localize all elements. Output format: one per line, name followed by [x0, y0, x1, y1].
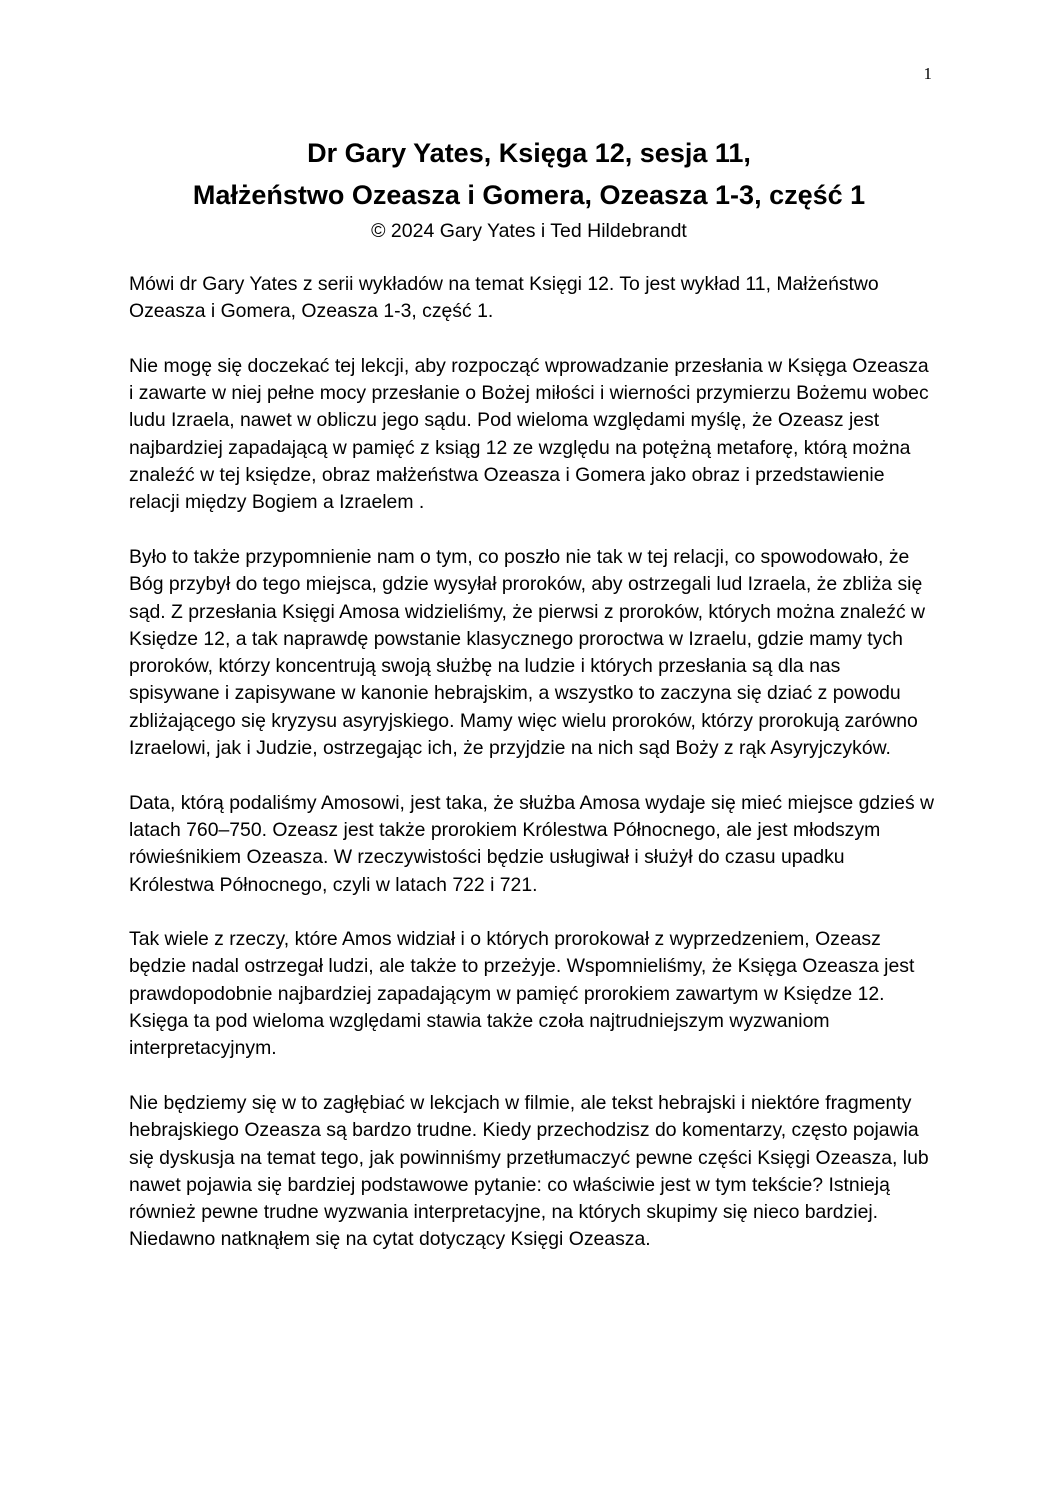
document-title-line-1: Dr Gary Yates, Księga 12, sesja 11,: [307, 138, 751, 168]
paragraph-2: Nie mogę się doczekać tej lekcji, aby rozpocząć wprowadzanie przesłania w Księga Ozeasza i zawarte w niej pełne mocy przesłanie o Bożej miłości i wierności przymierzu Bożemu wobec ludu Izraela, nawet w obliczu jego sądu. Pod wieloma względami myślę, że Ozeasz jest najbardziej zapadającą w pamięć z ksiąg 12 ze względu na potężną metaforę, którą można znaleźć w tej księdze, obraz małżeństwa Ozeasza i Gomera jako obraz i przedstawienie relacji między Bogiem a Izraelem .: [129, 354, 929, 514]
copyright-notice: © 2024 Gary Yates i Ted Hildebrandt: [371, 220, 687, 242]
document-title-line-2: Małżeństwo Ozeasza i Gomera, Ozeasza 1-3, część 1: [192, 180, 866, 210]
document-body: [129, 271, 935, 1281]
page-number: 1: [923, 64, 932, 83]
document-header: [0, 132, 1058, 246]
paragraph-1: Mówi dr Gary Yates z serii wykładów na temat Księgi 12. To jest wykład 11, Małżeństwo Ozeasza i Gomera, Ozeasza 1-3, część 1.: [129, 273, 879, 323]
paragraph-3: Było to także przypomnienie nam o tym, co poszło nie tak w tej relacji, co spowodowało, że Bóg przybył do tego miejsca, gdzie wysyłał proroków, aby ostrzegali lud Izraela, że zbliża się sąd. Z przesłania Księgi Amosa widzieliśmy, że pierwsi z proroków, których można znaleźć w Księdze 12, a tak naprawdę powstanie klasycznego proroctwa w Izraelu, gdzie mamy tych proroków, którzy koncentrują swoją służbę na ludzie i których przesłania są dla nas spisywane i zapisywane w kanonie hebrajskim, a wszystko to zaczyna się dziać z powodu zbliżającego się kryzysu asyryjskiego. Mamy więc wielu proroków, którzy prorokują zarówno Izraelowi, jak i Judzie, ostrzegając ich, że przyjdzie na nich sąd Boży z rąk Asyryjczyków.: [129, 545, 926, 760]
paragraph-4: Data, którą podaliśmy Amosowi, jest taka, że służba Amosa wydaje się mieć miejsce gdzieś w latach 760–750. Ozeasz jest także prorokiem Królestwa Północnego, ale jest młodszym rówieśnikiem Ozeasza. W rzeczywistości będzie usługiwał i służył do czasu upadku Królestwa Północnego, czyli w latach 722 i 721.: [129, 791, 935, 896]
paragraph-6: Nie będziemy się w to zagłębiać w lekcjach w filmie, ale tekst hebrajski i niektóre fragmenty hebrajskiego Ozeasza są bardzo trudne. Kiedy przechodzisz do komentarzy, często pojawia się dyskusja na temat tego, jak powinniśmy przetłumaczyć pewne części Księgi Ozeasza, lub nawet pojawia się bardziej podstawowe pytanie: co właściwie jest w tym tekście? Istnieją również pewne trudne wyzwania interpretacyjne, na których skupimy się nieco bardziej. Niedawno natknąłem się na cytat dotyczący Księgi Ozeasza.: [129, 1091, 929, 1251]
paragraph-5: Tak wiele z rzeczy, które Amos widział i o których prorokował z wyprzedzeniem, Ozeasz będzie nadal ostrzegał ludzi, ale także to przeżyje. Wspomnieliśmy, że Księga Ozeasza jest prawdopodobnie najbardziej zapadającym w pamięć prorokiem zawartym w Księdze 12. Księga ta pod wieloma względami stawia także czoła najtrudniejszym wyzwaniom interpretacyjnym.: [129, 928, 915, 1060]
